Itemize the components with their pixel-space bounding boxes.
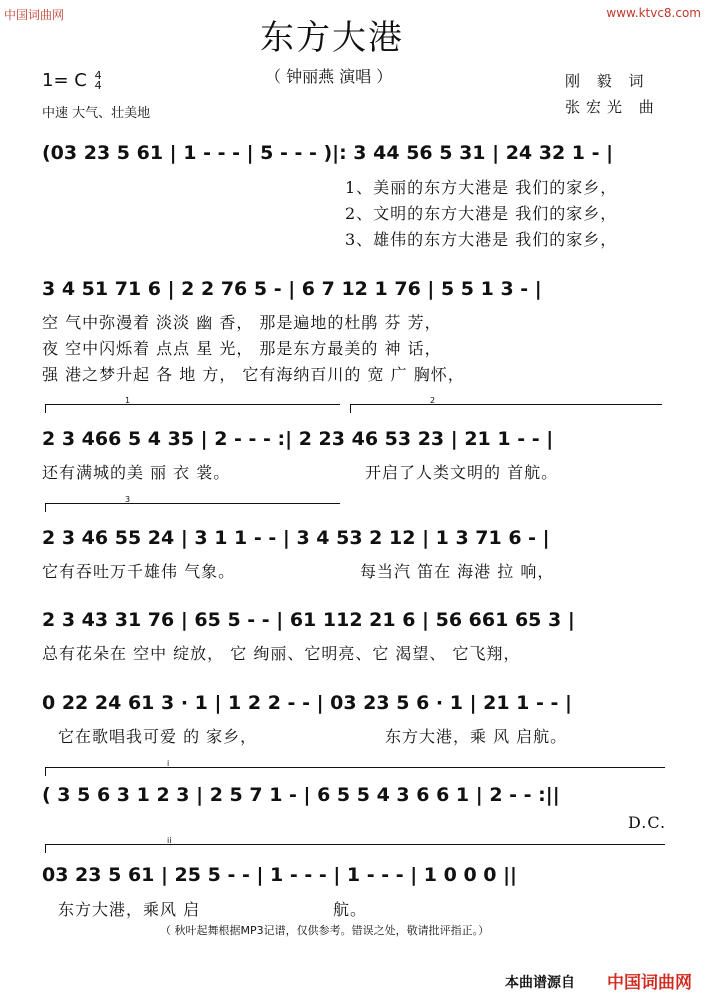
lyric-line-2b: 夜 空中闪烁着 点点 星 光， 那是东方最美的 神 话， — [42, 339, 442, 358]
lyric-line-6a: 它在歌唱我可爱 的 家乡， — [58, 727, 258, 746]
repeat-bracket-i: i — [45, 767, 665, 768]
notation-line-1: (03 23 5 61 | 1 - - - | 5 - - - )|: 3 44 56 5 31 | 24 32 1 - | — [42, 142, 614, 164]
lyric-line-2a: 空 气中弥漫着 淡淡 幽 香， 那是遍地的杜鹃 芬 芳， — [42, 313, 442, 332]
time-signature-top: 4 — [94, 69, 102, 82]
composer-credit: 张宏光 曲 — [565, 98, 660, 116]
first-ending-bracket: 1 — [45, 404, 340, 405]
lyric-line-5: 总有花朵在 空中 绽放， 它 绚丽、它明亮、它 渴望、 它飞翔， — [42, 644, 521, 663]
notation-line-6: 0 22 24 61 3 · 1 | 1 2 2 - - | 03 23 5 6 · 1 | 21 1 - - | — [42, 692, 572, 714]
verse-3-line: 3、雄伟的东方大港是 我们的家乡， — [345, 230, 618, 249]
time-signature-bottom: 4 — [94, 79, 102, 92]
lyric-line-3b: 开启了人类文明的 首航。 — [365, 463, 559, 482]
key-signature: 1= C 4 4 — [42, 69, 102, 92]
lyric-line-4b: 每当汽 笛在 海港 拉 响， — [360, 562, 555, 581]
verse-2-line: 2、文明的东方大港是 我们的家乡， — [345, 204, 618, 223]
source-site-logo[interactable]: 中国词曲网 — [607, 973, 692, 993]
lyric-line-6b: 东方大港，乘 风 启航。 — [385, 727, 568, 746]
lyric-line-8b: 航。 — [333, 900, 368, 919]
notation-line-7: ( 3 5 6 3 1 2 3 | 2 5 7 1 - | 6 5 5 4 3 6 6 1 | 2 - - :|| — [42, 784, 560, 806]
third-ending-bracket: 3 — [45, 503, 340, 504]
source-label: 本曲谱源自 — [505, 975, 575, 991]
notation-line-4: 2 3 46 55 24 | 3 1 1 - - | 3 4 53 2 12 | 1 3 71 6 - | — [42, 527, 550, 549]
repeat-bracket-ii: ii — [45, 844, 665, 845]
lyricist-credit: 刚 毅 词 — [565, 72, 650, 90]
transcription-footnote: （ 秋叶起舞根据MP3记谱，仅供参考。错误之处，敬请批评指正。） — [160, 924, 490, 937]
song-title: 东方大港 — [260, 18, 404, 58]
lyric-line-8a: 东方大港，乘风 启 — [58, 900, 201, 919]
tempo-marking: 中速 大气、壮美地 — [42, 106, 151, 121]
notation-line-8: 03 23 5 61 | 25 5 - - | 1 - - - | 1 - - - | 1 0 0 0 || — [42, 864, 517, 886]
lyric-line-2c: 强 港之梦升起 各 地 方， 它有海纳百川的 宽 广 胸怀， — [42, 365, 465, 384]
notation-line-2: 3 4 51 71 6 | 2 2 76 5 - | 6 7 12 1 76 | 5 5 1 3 - | — [42, 278, 542, 300]
watermark-site-name: 中国词曲网 — [4, 8, 65, 22]
second-ending-bracket: 2 — [350, 404, 662, 405]
notation-line-3: 2 3 466 5 4 35 | 2 - - - :| 2 23 46 53 23 | 21 1 - - | — [42, 428, 554, 450]
da-capo-marking: D.C. — [628, 813, 667, 832]
singer-credit: （ 钟丽燕 演唱 ） — [265, 67, 393, 86]
lyric-line-4a: 它有吞吐万千雄伟 气象。 — [42, 562, 236, 581]
lyric-line-3a: 还有满城的美 丽 衣 裳。 — [42, 463, 231, 482]
watermark-url: www.ktvc8.com — [606, 6, 701, 20]
verse-1-line: 1、美丽的东方大港是 我们的家乡， — [345, 178, 618, 197]
notation-line-5: 2 3 43 31 76 | 65 5 - - | 61 112 21 6 | 56 661 65 3 | — [42, 609, 575, 631]
